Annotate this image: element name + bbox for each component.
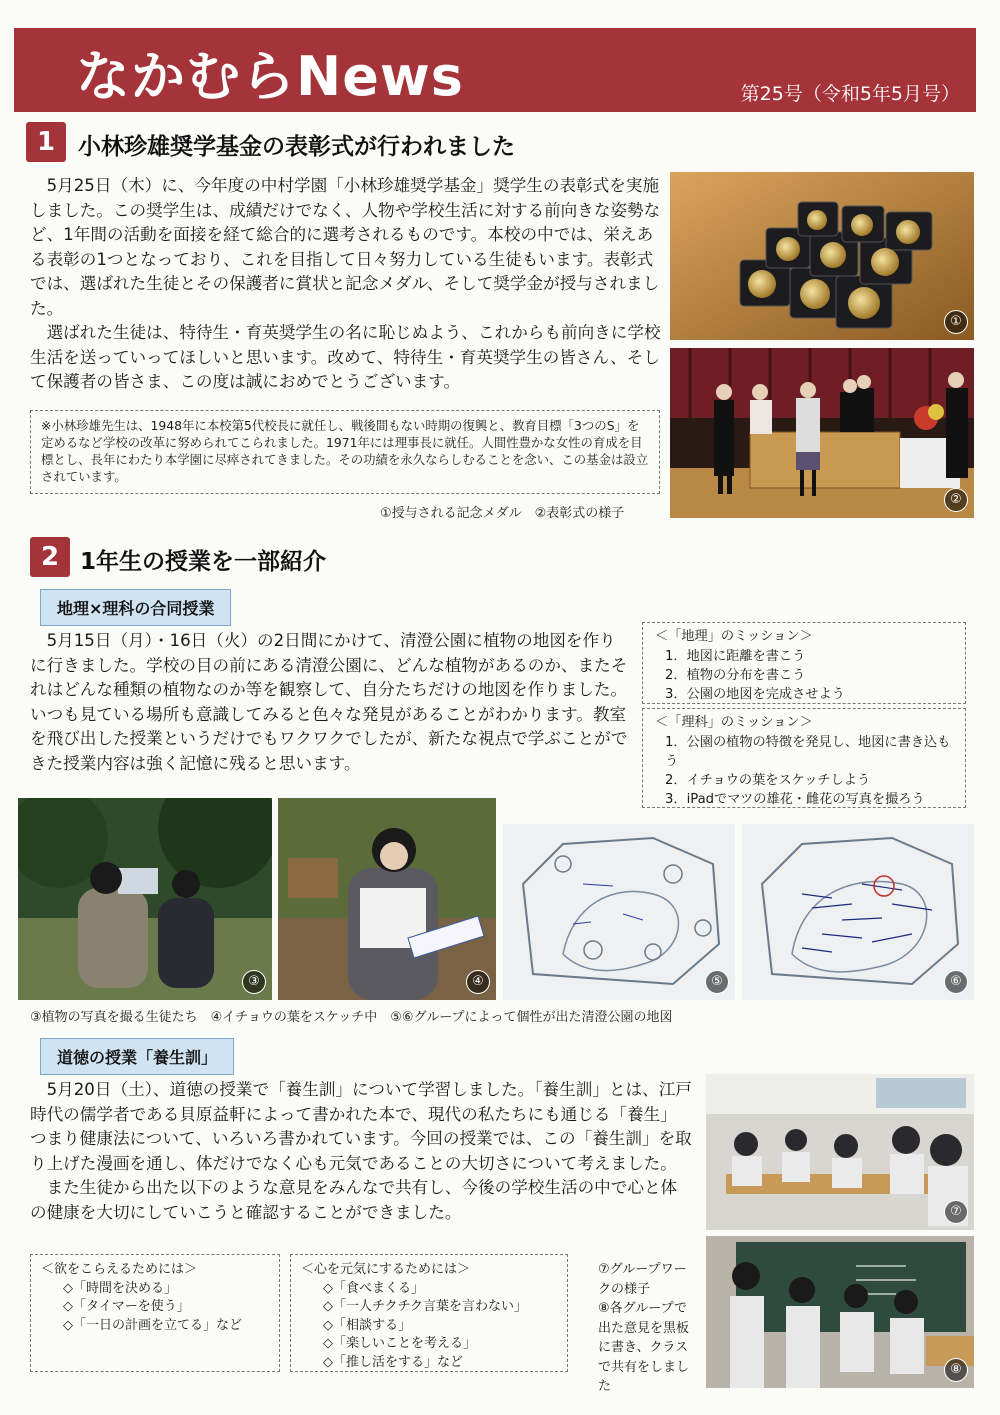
geography-science-paragraph: 5月15日（月）・16日（火）の2日間にかけて、清澄公園に植物の地図を作りに行きました。学校の目の前にある清澄公園に、どんな植物があるのか、またそれはどんな種類の植物なのか等を観察して、自分たちだけの地図を作りました。いつも見ている場所も意識してみると色々な発見があることがわかります。教室を飛び出した授業というだけでもワクワクでしたが、新たな視点で学ぶことができた授業内容は強く記憶に残ると思います。 <box>30 631 628 773</box>
photo-number-badge: ③ <box>242 970 266 994</box>
blackboard-sharing-photo <box>706 1236 974 1388</box>
newsletter-title: なかむらNews <box>76 45 464 108</box>
section-2-number: 2 <box>30 537 70 577</box>
section-1-caption: ①授与される記念メダル ②表彰式の様子 <box>380 506 625 521</box>
science-mission-box <box>642 708 966 808</box>
moral-education-body <box>30 1078 692 1225</box>
opinion-item: ◇「一人チクチク言葉を言わない」 <box>323 1299 527 1314</box>
photos-7-8-caption <box>598 1260 698 1397</box>
section-1-title: 小林珍雄奨学基金の表彰式が行われました <box>78 134 515 160</box>
geography-science-body <box>30 629 632 776</box>
issue-number: 第25号（令和5年5月号） <box>740 83 960 105</box>
mission-item: 3．公園の地図を完成させよう <box>665 687 845 702</box>
masthead <box>14 28 976 112</box>
photo-number-badge: ① <box>944 310 968 334</box>
photo-number-badge: ② <box>944 488 968 512</box>
mission-item: 2．植物の分布を書こう <box>665 668 806 683</box>
moral-education-paragraph: 5月20日（土）、道徳の授業で「養生訓」について学習しました。「養生訓」とは、江戸時代の儒学者である貝原益軒によって書かれた本で、現代の私たちにも通じる「養生」つまり健康法について、いろいろ書かれています。今回の授業では、この「養生訓」を取り上げた漫画を通し、体だけでなく心も元気であることの大切さについて考えました。 <box>30 1080 692 1173</box>
photo-number-badge: ⑧ <box>944 1358 968 1382</box>
section-1-number: 1 <box>26 122 66 162</box>
opinion-item: ◇「推し活をする」など <box>323 1354 463 1370</box>
section-1-paragraph: 5月25日（木）に、今年度の中村学園「小林珍雄奨学基金」奨学生の表彰式を実施しました。この奨学生は、成績だけでなく、人物や学校生活に対する前向きな姿勢など、1年間の活動を面接を経て総合的に選考されるものです。本校の中では、栄えある表彰の1つとなっており、これを目指して日々努力している生徒もいます。表彰式では、選ばれた生徒とその保護者に賞状と記念メダル、そして奨学金が授与されました。 <box>30 176 661 318</box>
moral-education-paragraph: また生徒から出た以下のような意見をみんなで共有し、今後の学校生活の中で心と体の健康を大切にしていこうと確認することができました。 <box>30 1178 678 1222</box>
opinion-item: ◇「楽しいことを考える」 <box>323 1336 476 1351</box>
mission-item: 3．iPadでマツの雄花・雌花の写真を撮ろう <box>665 792 925 807</box>
park-map-group-b-photo <box>742 824 974 1000</box>
mission-item: 1．地図に距離を書こう <box>665 649 806 664</box>
photo-number-badge: ④ <box>466 970 490 994</box>
opinion-item: ◇「タイマーを使う」 <box>63 1299 190 1314</box>
geography-mission-heading: ＜「地理」のミッション＞ <box>655 629 813 644</box>
medals-photo <box>670 172 974 340</box>
photo-number-badge: ⑦ <box>944 1200 968 1224</box>
mission-item: 1．公園の植物の特徴を発見し、地図に書き込もう <box>665 735 951 769</box>
group-work-photo <box>706 1074 974 1230</box>
opinion-box-restraint <box>30 1254 280 1372</box>
section-2-title: 1年生の授業を一部紹介 <box>80 549 327 575</box>
opinion-box-mental-health <box>290 1254 568 1372</box>
opinion-item: ◇「相談する」 <box>323 1317 411 1333</box>
geography-mission-box <box>642 622 966 704</box>
opinion-item: ◇「時間を決める」 <box>63 1280 177 1296</box>
opinion-item: ◇「食べまくる」 <box>323 1280 424 1296</box>
photo-number-badge: ⑤ <box>705 970 729 994</box>
subheading-moral-education: 道徳の授業「養生訓」 <box>40 1038 234 1075</box>
mission-item: 2．イチョウの葉をスケッチしよう <box>665 773 871 788</box>
caption-line: ⑦グループワークの様子 <box>598 1262 687 1297</box>
section-1-body <box>30 174 662 395</box>
park-map-group-a-photo <box>503 824 735 1000</box>
opinion-item: ◇「一日の計画を立てる」など <box>63 1317 242 1333</box>
student-sketching-ginkgo-photo <box>278 798 496 1000</box>
students-photographing-plants-photo <box>18 798 272 1000</box>
caption-line: ⑧各グループで出た意見を黒板に書き、クラスで共有をしました <box>598 1301 690 1394</box>
section-1-paragraph: 選ばれた生徒は、特待生・育英奨学生の名に恥じぬよう、これからも前向きに学校生活を送っていってほしいと思います。改めて、特待生・育英奨学生の皆さん、そして保護者の皆さま、この度は誠におめでとうございます。 <box>30 323 661 391</box>
photos-3-6-caption: ③植物の写真を撮る生徒たち ④イチョウの葉をスケッチ中 ⑤⑥グループによって個性が出た清澄公園の地図 <box>30 1010 673 1025</box>
photo-number-badge: ⑥ <box>944 970 968 994</box>
opinion-box-heading: ＜心を元気にするためには＞ <box>301 1262 471 1277</box>
opinion-box-heading: ＜欲をこらえるためには＞ <box>41 1262 198 1277</box>
science-mission-heading: ＜「理科」のミッション＞ <box>655 715 813 730</box>
subheading-geography-science: 地理×理科の合同授業 <box>40 589 231 626</box>
ceremony-photo <box>670 348 974 518</box>
founder-note: ※小林珍雄先生は、1948年に本校第5代校長に就任し、戦後間もない時期の復興と、教育目標「3つのS」を定めるなど学校の改革に努められてこられました。1971年には理事長に就任。人間性豊かな女性の育成を目標とし、長年にわたり本学園に尽瘁されてきました。その功績を永久ならしむることを念い、この基金は設立されています。 <box>30 410 660 494</box>
